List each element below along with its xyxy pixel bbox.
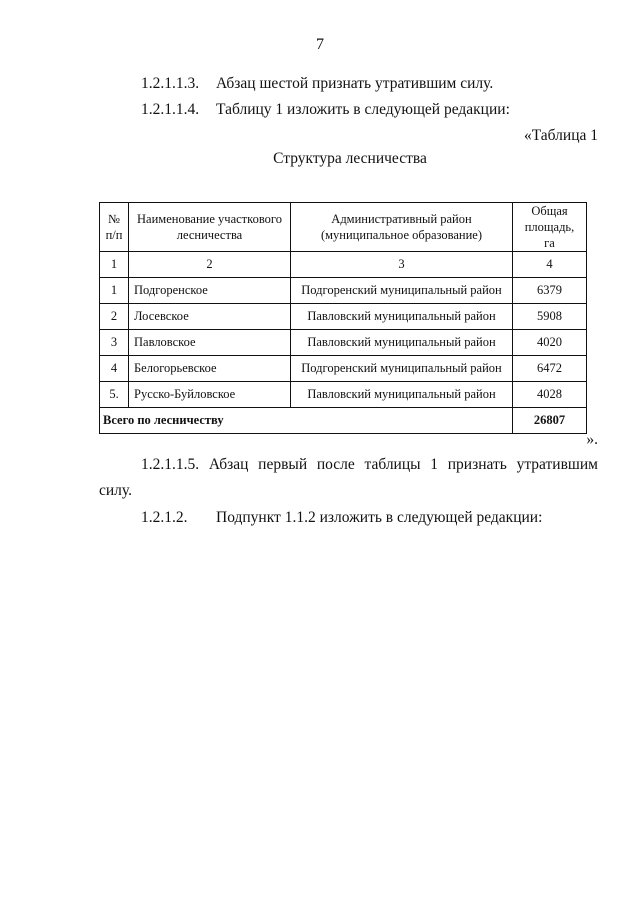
table-cell: 5908 bbox=[513, 304, 587, 330]
header-district: Административный район (муниципальное образование) bbox=[291, 203, 513, 252]
table-cell: Павловское bbox=[129, 330, 291, 356]
table-row bbox=[100, 356, 587, 382]
item-1-2-1-1-3 bbox=[141, 75, 493, 93]
table-total-row bbox=[100, 408, 587, 434]
table-cell: Павловский муниципальный район bbox=[291, 330, 513, 356]
table-row bbox=[100, 304, 587, 330]
header-forestry-name: Наименование участкового лесничества bbox=[129, 203, 291, 252]
table-cell: 1 bbox=[100, 278, 129, 304]
table-cell: Подгоренский муниципальный район bbox=[291, 356, 513, 382]
item-1-2-1-2 bbox=[141, 509, 542, 527]
item-1-2-1-1-4 bbox=[141, 101, 510, 119]
paragraph-word: после bbox=[316, 456, 355, 473]
table-cell: 2 bbox=[129, 252, 291, 278]
paragraph-word: первый bbox=[258, 456, 308, 473]
table-cell: Белогорьевское bbox=[129, 356, 291, 382]
table-cell: 4 bbox=[100, 356, 129, 382]
table-cell: Русско-Буйловское bbox=[129, 382, 291, 408]
table-cell: Павловский муниципальный район bbox=[291, 304, 513, 330]
table-cell: 3 bbox=[100, 330, 129, 356]
paragraph-1-2-1-1-5 bbox=[99, 456, 598, 474]
table-index-row bbox=[100, 252, 587, 278]
item-number: 1.2.1.1.4. bbox=[141, 101, 200, 118]
closing-quote: ». bbox=[586, 431, 598, 448]
table-cell: 1 bbox=[100, 252, 129, 278]
paragraph-word: 1 bbox=[430, 456, 439, 473]
forestry-structure-table bbox=[99, 202, 587, 434]
table-cell: Павловский муниципальный район bbox=[291, 382, 513, 408]
paragraph-word: признать bbox=[447, 456, 507, 473]
table-cell: 4028 bbox=[513, 382, 587, 408]
header-area: Общая площадь, га bbox=[513, 203, 587, 252]
item-number: 1.2.1.2. bbox=[141, 509, 188, 526]
item-text: Таблицу 1 изложить в следующей редакции: bbox=[216, 101, 510, 118]
table-title: Структура лесничества bbox=[273, 150, 427, 167]
paragraph-continuation: силу. bbox=[99, 482, 132, 499]
item-number: 1.2.1.1.5. bbox=[141, 456, 200, 473]
table-cell: 6379 bbox=[513, 278, 587, 304]
table-cell: 6472 bbox=[513, 356, 587, 382]
item-text: Подпункт 1.1.2 изложить в следующей редакции: bbox=[216, 509, 543, 526]
table-cell: Подгоренское bbox=[129, 278, 291, 304]
table-row bbox=[100, 278, 587, 304]
paragraph-word: таблицы bbox=[364, 456, 421, 473]
table-header-row bbox=[100, 203, 587, 252]
table-cell: 4020 bbox=[513, 330, 587, 356]
table-row bbox=[100, 382, 587, 408]
table-row bbox=[100, 330, 587, 356]
table-cell: 5. bbox=[100, 382, 129, 408]
item-number: 1.2.1.1.3. bbox=[141, 75, 200, 92]
table-cell: Подгоренский муниципальный район bbox=[291, 278, 513, 304]
page-number: 7 bbox=[316, 36, 324, 53]
table-cell: 2 bbox=[100, 304, 129, 330]
table-caption: «Таблица 1 bbox=[523, 127, 598, 144]
total-value: 26807 bbox=[513, 408, 587, 434]
table-cell: 4 bbox=[513, 252, 587, 278]
paragraph-word: утратившим bbox=[516, 456, 598, 473]
table-cell: 3 bbox=[291, 252, 513, 278]
item-text: Абзац шестой признать утратившим силу. bbox=[216, 75, 494, 92]
total-label: Всего по лесничеству bbox=[100, 408, 513, 434]
header-number: № п/п bbox=[100, 203, 129, 252]
paragraph-word: Абзац bbox=[208, 456, 249, 473]
table-cell: Лосевское bbox=[129, 304, 291, 330]
